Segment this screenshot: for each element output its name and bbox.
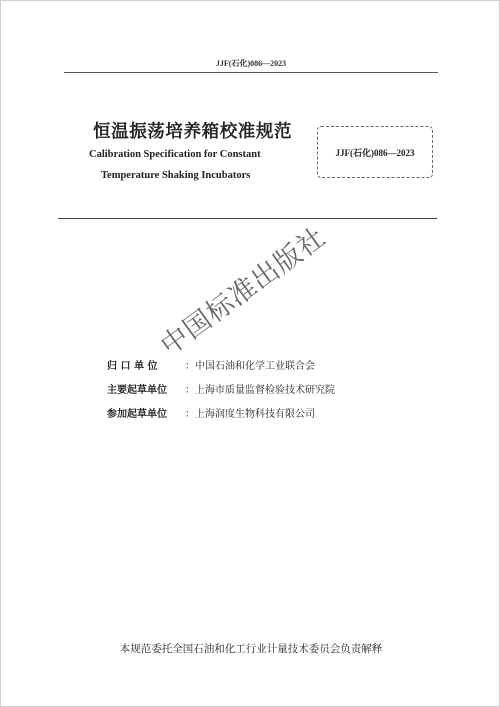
title-rule xyxy=(58,218,437,219)
info-label: 主要起草单位 xyxy=(107,385,167,396)
info-value: 中国石油和化学工业联合会 xyxy=(195,361,315,372)
standard-code-box xyxy=(317,126,433,178)
info-row-responsible-unit xyxy=(107,357,315,372)
info-label: 归 口 单 位 xyxy=(107,361,158,372)
publisher-watermark: 中国标准出版社 xyxy=(155,221,332,362)
info-colon: ： xyxy=(185,409,195,420)
header-rule xyxy=(64,72,438,73)
info-value: 上海市质量监督检验技术研究院 xyxy=(195,385,335,396)
info-label: 参加起草单位 xyxy=(107,409,167,420)
title-chinese: 恒温振荡培养箱校准规范 xyxy=(93,122,293,142)
info-colon: ： xyxy=(185,361,195,372)
info-row-main-drafting-unit xyxy=(107,381,335,396)
footer-note: 本规范委托全国石油和化工行业计量技术委员会负责解释 xyxy=(119,643,383,655)
info-value: 上海润度生物科技有限公司 xyxy=(195,409,315,420)
header-standard-code: JJF(石化)086—2023 xyxy=(215,59,287,68)
standard-code: JJF(石化)086—2023 xyxy=(335,147,415,158)
info-colon: ： xyxy=(185,385,195,396)
info-row-participating-unit xyxy=(107,405,315,420)
title-english-line-1: Calibration Specification for Constant xyxy=(89,149,261,160)
title-english-line-2: Temperature Shaking Incubators xyxy=(101,170,251,181)
